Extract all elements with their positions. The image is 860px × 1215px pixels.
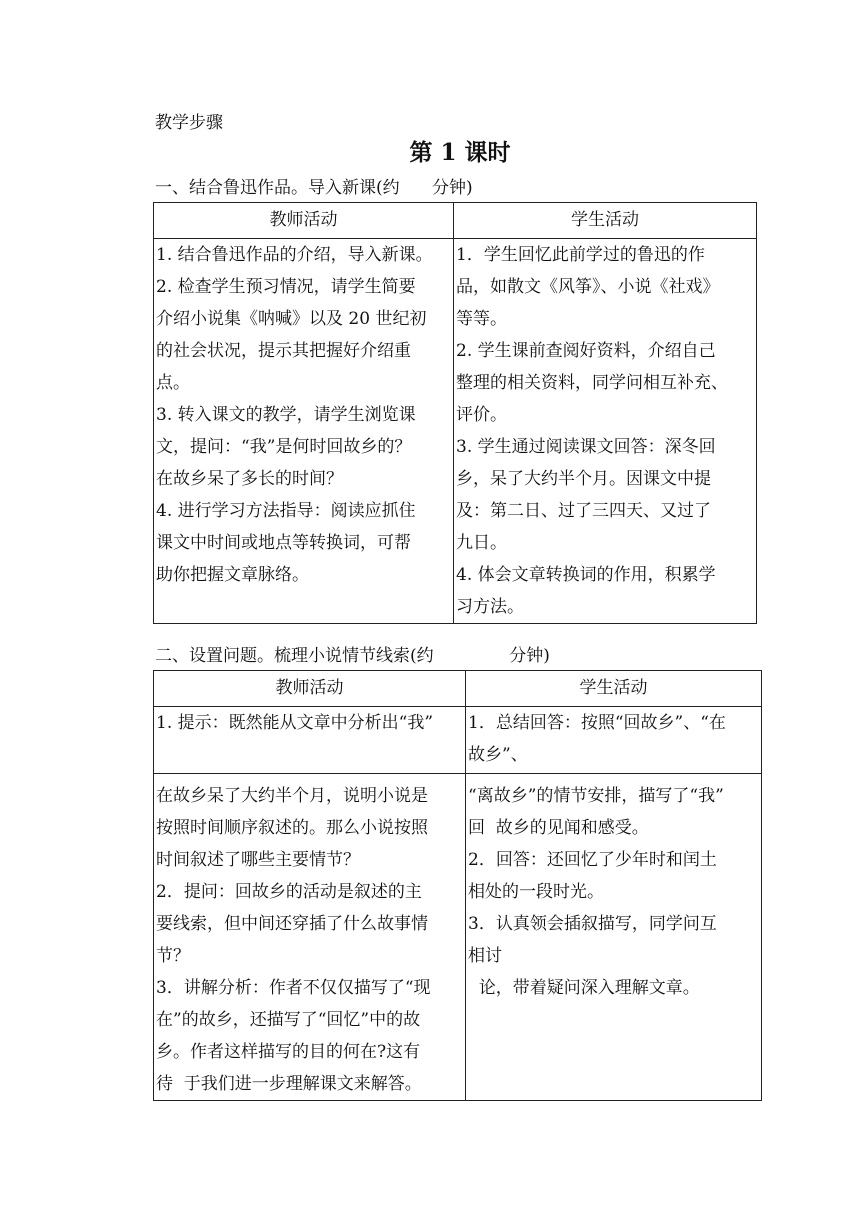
cell-text-line: 乡，呆了大约半个月。因课文中提 xyxy=(456,469,711,489)
table-row xyxy=(154,707,762,774)
cell-text-line: 在故乡呆了大约半个月，说明小说是 xyxy=(156,786,428,806)
section2-activity-table xyxy=(153,670,762,1101)
teacher-activity-header: 教师活动 xyxy=(154,203,454,239)
cell-text-line: 3．认真领会插叙描写，同学问互 xyxy=(468,914,717,934)
cell-text-line: 相讨 xyxy=(468,946,502,966)
cell-text-line: 3. 转入课文的教学，请学生浏览课 xyxy=(156,405,416,425)
cell-text-line: 整理的相关资料，同学问相互补充、 xyxy=(456,373,728,393)
teacher-activity-header: 教师活动 xyxy=(154,671,466,707)
section-heading: 教学步骤 xyxy=(155,113,223,133)
cell-text-line: 节？ xyxy=(156,946,190,966)
cell-text-line: 要线索，但中间还穿插了什么故事情 xyxy=(156,914,428,934)
cell-text-line: 按照时间顺序叙述的。那么小说按照 xyxy=(156,818,428,838)
cell-text-line: 2．回答：还回忆了少年时和闰土 xyxy=(468,850,717,870)
cell-text-line: 时间叙述了哪些主要情节？ xyxy=(156,850,360,870)
cell-text-line: 故乡”、 xyxy=(468,745,528,765)
cell-text-line: 评价。 xyxy=(456,405,507,425)
cell-text-line: 4. 体会文章转换词的作用，积累学 xyxy=(456,565,716,585)
lesson-title: 第 1 课时 xyxy=(409,139,511,166)
table-row xyxy=(154,774,762,1101)
cell-text-line: “离故乡”的情节安排，描写了“我” xyxy=(468,786,724,806)
student-activity-header: 学生活动 xyxy=(454,203,757,239)
cell-text-line: 1．总结回答：按照“回故乡”、“在 xyxy=(468,713,726,733)
student-activity-header: 学生活动 xyxy=(466,671,762,707)
cell-text-line: 的社会状况，提示其把握好介绍重 xyxy=(156,341,411,361)
cell-text-line: 在”的故乡，还描写了“回忆”中的故 xyxy=(156,1010,421,1030)
table-row xyxy=(154,239,757,624)
cell-text-line: 品，如散文《风筝》、小说《社戏》 xyxy=(456,277,720,297)
cell-text-line: 2．提问：回故乡的活动是叙述的主 xyxy=(156,882,422,902)
table-header-row xyxy=(154,671,762,707)
student-activity-cell xyxy=(466,774,762,1101)
student-activity-cell xyxy=(454,239,757,624)
cell-text-line: 回 故乡的见闻和感受。 xyxy=(468,818,649,838)
cell-text-line: 1. 提示：既然能从文章中分析出“我” xyxy=(156,713,434,733)
cell-text-line: 待 于我们进一步理解课文来解答。 xyxy=(156,1074,422,1094)
cell-text-line: 1. 结合鲁迅作品的介绍，导入新课。 xyxy=(156,245,433,265)
student-activity-cell xyxy=(466,707,762,774)
cell-text-line: 介绍小说集《呐喊》以及 20 世纪初 xyxy=(156,309,427,329)
cell-text-line: 3．讲解分析：作者不仅仅描写了“现 xyxy=(156,978,431,998)
cell-text-line: 2. 学生课前查阅好资料，介绍自己 xyxy=(456,341,716,361)
cell-text-line: 3. 学生通过阅读课文回答：深冬回 xyxy=(456,437,716,457)
cell-text-line: 助你把握文章脉络。 xyxy=(156,565,309,585)
cell-text-line: 2. 检查学生预习情况，请学生简要 xyxy=(156,277,416,297)
section1-activity-table xyxy=(153,202,757,624)
section2-title: 二、设置问题。梳理小说情节线索(约 分钟) xyxy=(155,646,550,666)
table-header-row xyxy=(154,203,757,239)
cell-text-line: 4. 进行学习方法指导：阅读应抓住 xyxy=(156,501,416,521)
teacher-activity-cell xyxy=(154,239,454,624)
teacher-activity-cell xyxy=(154,774,466,1101)
cell-text-line: 在故乡呆了多长的时间？ xyxy=(156,469,343,489)
cell-text-line: 文，提问：“我”是何时回故乡的？ xyxy=(156,437,412,457)
cell-text-line: 习方法。 xyxy=(456,597,524,617)
cell-text-line: 九日。 xyxy=(456,533,507,553)
cell-text-line: 相处的一段时光。 xyxy=(468,882,604,902)
cell-text-line: 及：第二日、过了三四天、又过了 xyxy=(456,501,711,521)
teacher-activity-cell xyxy=(154,707,466,774)
cell-text-line: 1．学生回忆此前学过的鲁迅的作 xyxy=(456,245,705,265)
cell-text-line: 点。 xyxy=(156,373,190,393)
cell-text-line: 课文中时间或地点等转换词，可帮 xyxy=(156,533,411,553)
cell-text-line: 等等。 xyxy=(456,309,507,329)
section1-title: 一、结合鲁迅作品。导入新课(约 分钟) xyxy=(155,178,473,198)
cell-text-line: 乡。作者这样描写的目的何在?这有 xyxy=(156,1042,421,1062)
cell-text-line: 论，带着疑问深入理解文章。 xyxy=(468,978,700,998)
